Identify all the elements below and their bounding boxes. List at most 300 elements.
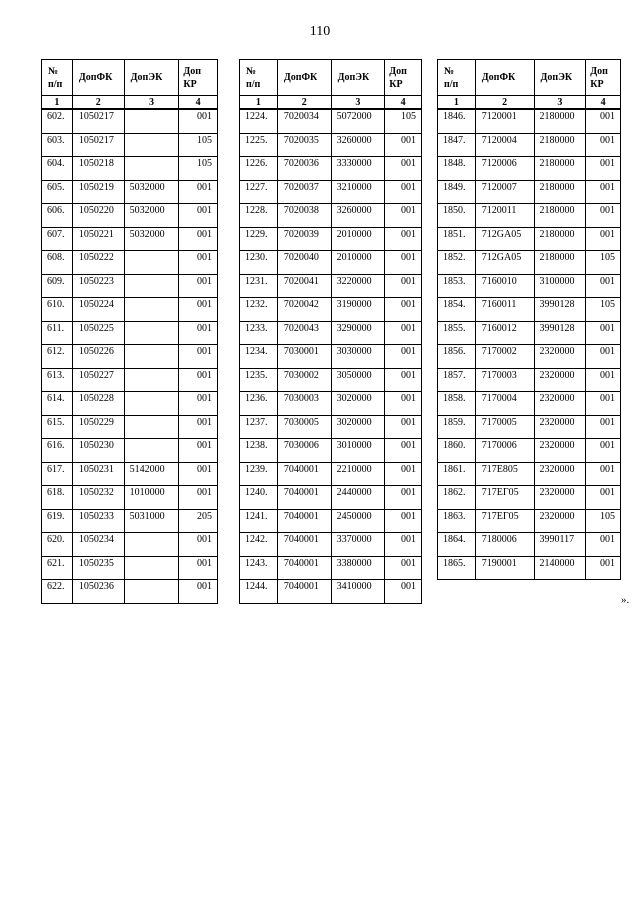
dop-kr-cell: 001 <box>179 251 218 275</box>
dop-ek-cell <box>124 533 179 557</box>
dop-fk-cell: 7040001 <box>277 462 331 486</box>
table-row <box>438 509 621 533</box>
row-number-cell: 613. <box>42 368 73 392</box>
dop-kr-cell: 001 <box>179 580 218 604</box>
table-row <box>438 133 621 157</box>
table-row <box>240 415 422 439</box>
table-row <box>438 227 621 251</box>
table-row <box>240 580 422 604</box>
table-row <box>42 580 218 604</box>
row-number-cell: 1846. <box>438 109 476 133</box>
dop-ek-cell: 2320000 <box>534 486 586 510</box>
dop-ek-cell: 3380000 <box>331 556 385 580</box>
header-kr: Доп КР <box>586 60 621 96</box>
row-number-cell: 1234. <box>240 345 278 369</box>
dop-kr-cell: 001 <box>385 274 422 298</box>
dop-kr-cell: 105 <box>586 298 621 322</box>
table-row <box>240 204 422 228</box>
dop-fk-cell: 1050221 <box>72 227 124 251</box>
dop-kr-cell: 001 <box>586 109 621 133</box>
dop-kr-cell: 001 <box>179 368 218 392</box>
dop-fk-cell: 7040001 <box>277 533 331 557</box>
table-row <box>42 415 218 439</box>
dop-fk-cell: 7020037 <box>277 180 331 204</box>
dop-fk-cell: 1050225 <box>72 321 124 345</box>
table-row <box>42 274 218 298</box>
dop-fk-cell: 7020040 <box>277 251 331 275</box>
column-number: 3 <box>331 96 385 110</box>
dop-kr-cell: 001 <box>385 486 422 510</box>
dop-ek-cell <box>124 321 179 345</box>
dop-fk-cell: 7170004 <box>475 392 534 416</box>
dop-fk-cell: 1050229 <box>72 415 124 439</box>
table-row <box>240 486 422 510</box>
dop-fk-cell: 7030003 <box>277 392 331 416</box>
dop-kr-cell: 001 <box>586 439 621 463</box>
row-number-cell: 1856. <box>438 345 476 369</box>
dop-ek-cell: 2140000 <box>534 556 586 580</box>
dop-kr-cell: 001 <box>179 227 218 251</box>
table-left <box>41 59 218 604</box>
table-row <box>240 368 422 392</box>
dop-ek-cell <box>124 392 179 416</box>
page-number: 110 <box>309 24 331 39</box>
row-number-cell: 605. <box>42 180 73 204</box>
row-number-cell: 1864. <box>438 533 476 557</box>
dop-kr-cell: 001 <box>586 556 621 580</box>
dop-fk-cell: 1050227 <box>72 368 124 392</box>
dop-fk-cell: 7120011 <box>475 204 534 228</box>
dop-fk-cell: 7160012 <box>475 321 534 345</box>
header-ek: ДопЭК <box>124 60 179 96</box>
dop-fk-cell: 7020041 <box>277 274 331 298</box>
closing-quote-mark: ». <box>621 594 630 606</box>
dop-ek-cell: 3990117 <box>534 533 586 557</box>
table-row <box>42 486 218 510</box>
dop-fk-cell: 7030005 <box>277 415 331 439</box>
dop-kr-cell: 001 <box>586 392 621 416</box>
table-row <box>240 109 422 133</box>
table-row <box>42 251 218 275</box>
table-row <box>240 321 422 345</box>
table-row <box>42 204 218 228</box>
dop-fk-cell: 1050233 <box>72 509 124 533</box>
dop-fk-cell: 717ЕГ05 <box>475 509 534 533</box>
dop-fk-cell: 712GA05 <box>475 227 534 251</box>
table-row <box>240 533 422 557</box>
column-number: 4 <box>385 96 422 110</box>
dop-kr-cell: 001 <box>586 157 621 181</box>
table-row <box>42 345 218 369</box>
dop-ek-cell: 3190000 <box>331 298 385 322</box>
dop-ek-cell: 2010000 <box>331 227 385 251</box>
dop-fk-cell: 7040001 <box>277 509 331 533</box>
row-number-cell: 1236. <box>240 392 278 416</box>
row-number-cell: 1244. <box>240 580 278 604</box>
table-row <box>42 298 218 322</box>
table-row <box>240 439 422 463</box>
dop-fk-cell: 1050232 <box>72 486 124 510</box>
table-right <box>437 59 621 580</box>
header-num: № п/п <box>240 60 278 96</box>
table-row <box>240 345 422 369</box>
dop-ek-cell: 3100000 <box>534 274 586 298</box>
dop-ek-cell <box>124 580 179 604</box>
row-number-cell: 1230. <box>240 251 278 275</box>
table-row <box>240 274 422 298</box>
row-number-cell: 1851. <box>438 227 476 251</box>
dop-ek-cell <box>124 556 179 580</box>
table-row <box>42 533 218 557</box>
row-number-cell: 1858. <box>438 392 476 416</box>
dop-fk-cell: 1050228 <box>72 392 124 416</box>
table-row <box>240 462 422 486</box>
dop-kr-cell: 001 <box>179 556 218 580</box>
dop-ek-cell: 5032000 <box>124 204 179 228</box>
header-ek: ДопЭК <box>331 60 385 96</box>
table-row <box>438 157 621 181</box>
dop-ek-cell <box>124 157 179 181</box>
dop-ek-cell: 2320000 <box>534 439 586 463</box>
dop-kr-cell: 001 <box>586 204 621 228</box>
table-row <box>438 274 621 298</box>
table-row <box>240 133 422 157</box>
table-middle <box>239 59 422 604</box>
dop-ek-cell: 5031000 <box>124 509 179 533</box>
dop-ek-cell <box>124 439 179 463</box>
dop-fk-cell: 7020035 <box>277 133 331 157</box>
dop-fk-cell: 7180006 <box>475 533 534 557</box>
dop-kr-cell: 105 <box>385 109 422 133</box>
dop-kr-cell: 001 <box>179 392 218 416</box>
dop-kr-cell: 001 <box>179 109 218 133</box>
row-number-cell: 602. <box>42 109 73 133</box>
dop-ek-cell: 2320000 <box>534 368 586 392</box>
table-row <box>438 556 621 580</box>
table-row <box>42 133 218 157</box>
dop-kr-cell: 001 <box>385 227 422 251</box>
dop-fk-cell: 1050220 <box>72 204 124 228</box>
dop-fk-cell: 1050226 <box>72 345 124 369</box>
row-number-cell: 610. <box>42 298 73 322</box>
dop-kr-cell: 001 <box>385 345 422 369</box>
dop-ek-cell <box>124 133 179 157</box>
dop-fk-cell: 7120007 <box>475 180 534 204</box>
header-row <box>240 60 422 96</box>
row-number-cell: 1862. <box>438 486 476 510</box>
dop-kr-cell: 001 <box>385 298 422 322</box>
dop-fk-cell: 7120006 <box>475 157 534 181</box>
dop-ek-cell: 3020000 <box>331 392 385 416</box>
row-number-cell: 1233. <box>240 321 278 345</box>
dop-kr-cell: 001 <box>385 415 422 439</box>
dop-fk-cell: 7170006 <box>475 439 534 463</box>
table-row <box>438 321 621 345</box>
row-number-cell: 1240. <box>240 486 278 510</box>
dop-fk-cell: 717ЕГ05 <box>475 486 534 510</box>
dop-kr-cell: 001 <box>179 533 218 557</box>
dop-fk-cell: 7040001 <box>277 580 331 604</box>
table-row <box>240 157 422 181</box>
dop-fk-cell: 1050218 <box>72 157 124 181</box>
column-number: 1 <box>42 96 73 110</box>
dop-fk-cell: 1050230 <box>72 439 124 463</box>
dop-ek-cell <box>124 368 179 392</box>
table-row <box>438 533 621 557</box>
table-row <box>438 462 621 486</box>
column-number: 3 <box>534 96 586 110</box>
dop-ek-cell: 2180000 <box>534 251 586 275</box>
dop-kr-cell: 001 <box>586 180 621 204</box>
dop-ek-cell: 5032000 <box>124 180 179 204</box>
row-number-cell: 1226. <box>240 157 278 181</box>
dop-ek-cell: 5032000 <box>124 227 179 251</box>
dop-kr-cell: 001 <box>385 157 422 181</box>
row-number-cell: 1850. <box>438 204 476 228</box>
dop-kr-cell: 001 <box>385 180 422 204</box>
dop-kr-cell: 001 <box>586 227 621 251</box>
table-row <box>240 251 422 275</box>
dop-fk-cell: 1050217 <box>72 133 124 157</box>
row-number-cell: 603. <box>42 133 73 157</box>
dop-kr-cell: 001 <box>586 321 621 345</box>
dop-kr-cell: 001 <box>385 321 422 345</box>
dop-fk-cell: 1050223 <box>72 274 124 298</box>
row-number-cell: 1861. <box>438 462 476 486</box>
row-number-cell: 618. <box>42 486 73 510</box>
dop-ek-cell: 3030000 <box>331 345 385 369</box>
dop-ek-cell <box>124 274 179 298</box>
dop-ek-cell: 2180000 <box>534 227 586 251</box>
row-number-cell: 1239. <box>240 462 278 486</box>
row-number-cell: 1228. <box>240 204 278 228</box>
table-row <box>240 556 422 580</box>
column-number: 4 <box>586 96 621 110</box>
row-number-cell: 1863. <box>438 509 476 533</box>
dop-ek-cell: 2450000 <box>331 509 385 533</box>
table-row <box>438 392 621 416</box>
table-row <box>438 204 621 228</box>
dop-ek-cell: 3210000 <box>331 180 385 204</box>
dop-kr-cell: 001 <box>179 486 218 510</box>
column-number: 1 <box>438 96 476 110</box>
dop-fk-cell: 7030002 <box>277 368 331 392</box>
dop-kr-cell: 205 <box>179 509 218 533</box>
row-number-cell: 1237. <box>240 415 278 439</box>
dop-kr-cell: 001 <box>586 368 621 392</box>
row-number-cell: 1855. <box>438 321 476 345</box>
dop-ek-cell: 2320000 <box>534 392 586 416</box>
row-number-cell: 617. <box>42 462 73 486</box>
header-fk: ДопФК <box>277 60 331 96</box>
table-row <box>240 180 422 204</box>
dop-kr-cell: 001 <box>179 439 218 463</box>
dop-fk-cell: 7030006 <box>277 439 331 463</box>
dop-kr-cell: 001 <box>385 368 422 392</box>
dop-ek-cell <box>124 251 179 275</box>
row-number-cell: 1854. <box>438 298 476 322</box>
dop-ek-cell: 2320000 <box>534 462 586 486</box>
dop-ek-cell: 3370000 <box>331 533 385 557</box>
dop-ek-cell <box>124 345 179 369</box>
dop-fk-cell: 1050217 <box>72 109 124 133</box>
row-number-cell: 611. <box>42 321 73 345</box>
dop-fk-cell: 7170005 <box>475 415 534 439</box>
table-row <box>42 462 218 486</box>
dop-kr-cell: 001 <box>385 556 422 580</box>
dop-kr-cell: 001 <box>179 180 218 204</box>
row-number-cell: 1859. <box>438 415 476 439</box>
table-row <box>42 109 218 133</box>
table-row <box>42 556 218 580</box>
dop-fk-cell: 7040001 <box>277 556 331 580</box>
dop-ek-cell: 3050000 <box>331 368 385 392</box>
dop-ek-cell: 2320000 <box>534 345 586 369</box>
table-row <box>42 321 218 345</box>
row-number-cell: 1243. <box>240 556 278 580</box>
table-row <box>240 227 422 251</box>
dop-ek-cell: 2180000 <box>534 157 586 181</box>
dop-kr-cell: 105 <box>179 157 218 181</box>
dop-fk-cell: 1050222 <box>72 251 124 275</box>
dop-kr-cell: 001 <box>586 345 621 369</box>
row-number-cell: 1241. <box>240 509 278 533</box>
table-row <box>438 109 621 133</box>
dop-ek-cell: 2180000 <box>534 109 586 133</box>
table-row <box>240 509 422 533</box>
dop-fk-cell: 1050224 <box>72 298 124 322</box>
row-number-cell: 1238. <box>240 439 278 463</box>
dop-kr-cell: 001 <box>385 533 422 557</box>
row-number-cell: 1853. <box>438 274 476 298</box>
dop-ek-cell: 1010000 <box>124 486 179 510</box>
dop-ek-cell: 2210000 <box>331 462 385 486</box>
dop-ek-cell: 3260000 <box>331 204 385 228</box>
table-row <box>42 180 218 204</box>
dop-kr-cell: 105 <box>179 133 218 157</box>
column-number-row <box>240 96 422 110</box>
row-number-cell: 1847. <box>438 133 476 157</box>
row-number-cell: 1225. <box>240 133 278 157</box>
row-number-cell: 1860. <box>438 439 476 463</box>
row-number-cell: 1227. <box>240 180 278 204</box>
dop-ek-cell: 2180000 <box>534 204 586 228</box>
row-number-cell: 1242. <box>240 533 278 557</box>
dop-fk-cell: 712GA05 <box>475 251 534 275</box>
row-number-cell: 612. <box>42 345 73 369</box>
table-row <box>438 486 621 510</box>
dop-kr-cell: 001 <box>179 204 218 228</box>
column-number: 1 <box>240 96 278 110</box>
column-number: 2 <box>72 96 124 110</box>
row-number-cell: 1229. <box>240 227 278 251</box>
dop-kr-cell: 001 <box>385 580 422 604</box>
header-kr: Доп КР <box>385 60 422 96</box>
row-number-cell: 1848. <box>438 157 476 181</box>
dop-kr-cell: 001 <box>586 462 621 486</box>
table-row <box>42 439 218 463</box>
dop-fk-cell: 7040001 <box>277 486 331 510</box>
dop-fk-cell: 717E805 <box>475 462 534 486</box>
table-row <box>42 227 218 251</box>
table-row <box>438 251 621 275</box>
dop-ek-cell: 2320000 <box>534 415 586 439</box>
table-row <box>438 368 621 392</box>
row-number-cell: 608. <box>42 251 73 275</box>
dop-kr-cell: 001 <box>385 509 422 533</box>
row-number-cell: 606. <box>42 204 73 228</box>
table-row <box>240 298 422 322</box>
dop-ek-cell: 3290000 <box>331 321 385 345</box>
header-row <box>42 60 218 96</box>
row-number-cell: 615. <box>42 415 73 439</box>
row-number-cell: 609. <box>42 274 73 298</box>
column-number-row <box>438 96 621 110</box>
table-row <box>438 439 621 463</box>
dop-kr-cell: 001 <box>179 298 218 322</box>
dop-fk-cell: 7160011 <box>475 298 534 322</box>
dop-kr-cell: 001 <box>179 415 218 439</box>
dop-kr-cell: 105 <box>586 509 621 533</box>
dop-ek-cell <box>124 415 179 439</box>
row-number-cell: 622. <box>42 580 73 604</box>
header-row <box>438 60 621 96</box>
column-number: 2 <box>277 96 331 110</box>
row-number-cell: 1235. <box>240 368 278 392</box>
table-row <box>438 415 621 439</box>
row-number-cell: 607. <box>42 227 73 251</box>
dop-fk-cell: 7190001 <box>475 556 534 580</box>
dop-fk-cell: 1050219 <box>72 180 124 204</box>
dop-ek-cell: 3220000 <box>331 274 385 298</box>
dop-kr-cell: 001 <box>385 133 422 157</box>
dop-ek-cell: 2180000 <box>534 180 586 204</box>
row-number-cell: 1224. <box>240 109 278 133</box>
row-number-cell: 616. <box>42 439 73 463</box>
dop-ek-cell <box>124 298 179 322</box>
dop-ek-cell: 3990128 <box>534 321 586 345</box>
row-number-cell: 1865. <box>438 556 476 580</box>
header-ek: ДопЭК <box>534 60 586 96</box>
dop-fk-cell: 7020036 <box>277 157 331 181</box>
dop-kr-cell: 105 <box>586 251 621 275</box>
row-number-cell: 620. <box>42 533 73 557</box>
header-fk: ДопФК <box>475 60 534 96</box>
dop-kr-cell: 001 <box>179 321 218 345</box>
row-number-cell: 614. <box>42 392 73 416</box>
dop-kr-cell: 001 <box>385 462 422 486</box>
dop-kr-cell: 001 <box>586 274 621 298</box>
dop-fk-cell: 7120004 <box>475 133 534 157</box>
dop-kr-cell: 001 <box>385 204 422 228</box>
dop-fk-cell: 7020038 <box>277 204 331 228</box>
table-row <box>438 298 621 322</box>
table-row <box>42 157 218 181</box>
dop-ek-cell: 5072000 <box>331 109 385 133</box>
dop-ek-cell: 3410000 <box>331 580 385 604</box>
dop-kr-cell: 001 <box>385 392 422 416</box>
table-row <box>438 345 621 369</box>
header-num: № п/п <box>42 60 73 96</box>
column-number: 2 <box>475 96 534 110</box>
row-number-cell: 1231. <box>240 274 278 298</box>
header-fk: ДопФК <box>72 60 124 96</box>
dop-fk-cell: 7020042 <box>277 298 331 322</box>
dop-ek-cell <box>124 109 179 133</box>
row-number-cell: 1852. <box>438 251 476 275</box>
dop-fk-cell: 1050234 <box>72 533 124 557</box>
table-row <box>42 392 218 416</box>
